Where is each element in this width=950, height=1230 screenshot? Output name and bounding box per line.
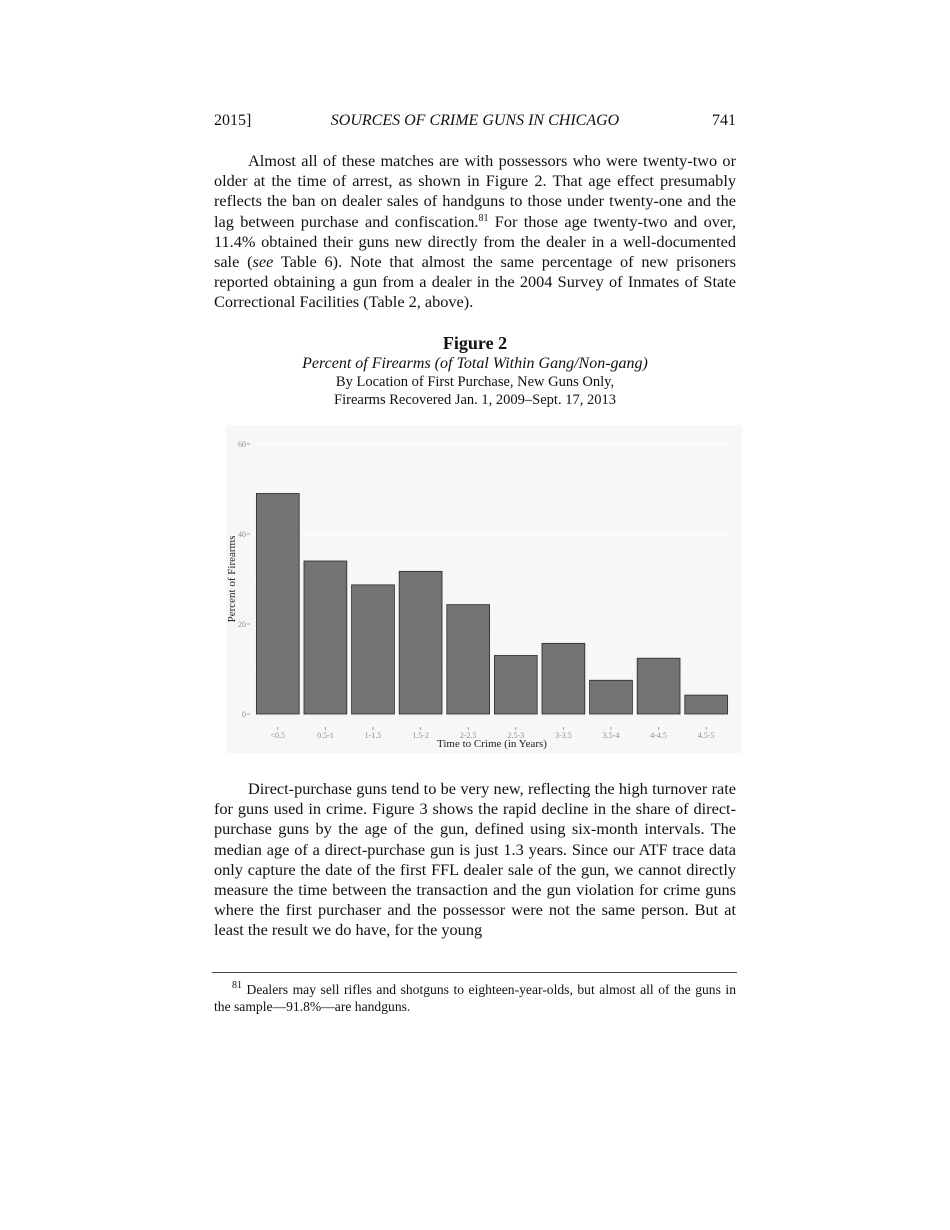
x-axis-label: Time to Crime (in Years) [437, 738, 547, 750]
paragraph-1-text-a: Almost all of these matches are with possessors who were twenty-two or older at the time of arrest, as shown in Figure 2. That age effect presumably reflects the ban on dealer sales of handguns to those under twenty-one and the lag between purchase and confiscation. [214, 151, 736, 231]
x-tick-label: 2.5-3 [507, 731, 525, 740]
paragraph-1-text-c: Table 6). Note that almost the same percentage of new prisoners reported obtaining a gun from a dealer in the 2004 Survey of Inmates of State Correctional Facilities (Table 2, above). [214, 252, 736, 312]
x-tick-label: 0.5-1 [317, 731, 334, 740]
x-tick-label: 2-2.5 [459, 731, 477, 740]
figure-subtitle: Percent of Firearms (of Total Within Gang/Non-gang) [302, 355, 648, 372]
figure-title: Figure 2 [442, 333, 508, 353]
bar-1-1.5 [352, 585, 395, 714]
body-paragraph-1 [214, 151, 736, 313]
bar-4-4.5 [637, 658, 680, 714]
y-tick-label: 60 [238, 440, 246, 449]
paragraph-1-see: see [252, 252, 274, 272]
y-tick-label: 0 [242, 710, 246, 719]
figure-caption-line-3: Firearms Recovered Jan. 1, 2009–Sept. 17, 2013 [334, 392, 616, 408]
x-tick-label: 3.5-4 [602, 731, 620, 740]
x-tick-label: 4-4.5 [650, 731, 667, 740]
footnote-divider [212, 972, 737, 973]
bar-chart [226, 425, 742, 753]
bar-0.5-1 [304, 561, 347, 714]
page-number: 741 [712, 112, 736, 129]
x-tick-label: 3-3.5 [555, 731, 572, 740]
bar-2.5-3 [494, 656, 537, 715]
header-title: SOURCES OF CRIME GUNS IN CHICAGO [330, 112, 620, 129]
footnote-number: 81 [232, 980, 242, 991]
bar-4.5-5 [685, 695, 728, 714]
bar-3-3.5 [542, 643, 585, 714]
bar-<0.5 [256, 494, 299, 715]
bar-1.5-2 [399, 571, 442, 714]
y-tick-label: 20 [238, 620, 246, 629]
bar-3.5-4 [590, 680, 633, 714]
header-year: 2015] [214, 112, 252, 129]
y-axis-label: Percent of Firearms [226, 535, 238, 623]
x-tick-label: 4.5-5 [697, 731, 715, 740]
x-tick-label: 1-1.5 [364, 731, 382, 740]
x-tick-label: 1.5-2 [412, 731, 429, 740]
figure-caption-line-2: By Location of First Purchase, New Guns Only, [335, 374, 615, 390]
footnote [214, 981, 736, 1015]
paragraph-1-text-b: For those age twenty-two and over, 11.4% obtained their guns new directly from the dealer in a well-documented sale ( [214, 211, 737, 272]
paragraph-2-text: Direct-purchase guns tend to be very new, reflecting the high turnover rate for guns used in crime. Figure 3 shows the rapid decline in the share of direct-purchase guns by the age of the gun, defined using six-month intervals. The median age of a direct-purchase gun is just 1.3 years. Since our ATF trace data only capture the date of the first FFL dealer sale of the gun, we cannot directly measure the time between the transaction and the gun violation for crime guns where the first purchaser and the possessor were not the same person. But at least the result we do have, for the young [214, 779, 736, 940]
bar-2-2.5 [447, 605, 490, 714]
x-tick-label: <0.5 [270, 731, 286, 740]
body-paragraph-2 [214, 779, 736, 941]
bar-chart-svg [226, 425, 742, 753]
footnote-text: Dealers may sell rifles and shotguns to eighteen-year-olds, but almost all of the guns in the sample—91.8%—are handguns. [214, 982, 736, 1014]
running-header [214, 112, 736, 134]
footnote-reference[interactable]: 81 [478, 212, 489, 224]
y-tick-label: 40 [238, 530, 246, 539]
